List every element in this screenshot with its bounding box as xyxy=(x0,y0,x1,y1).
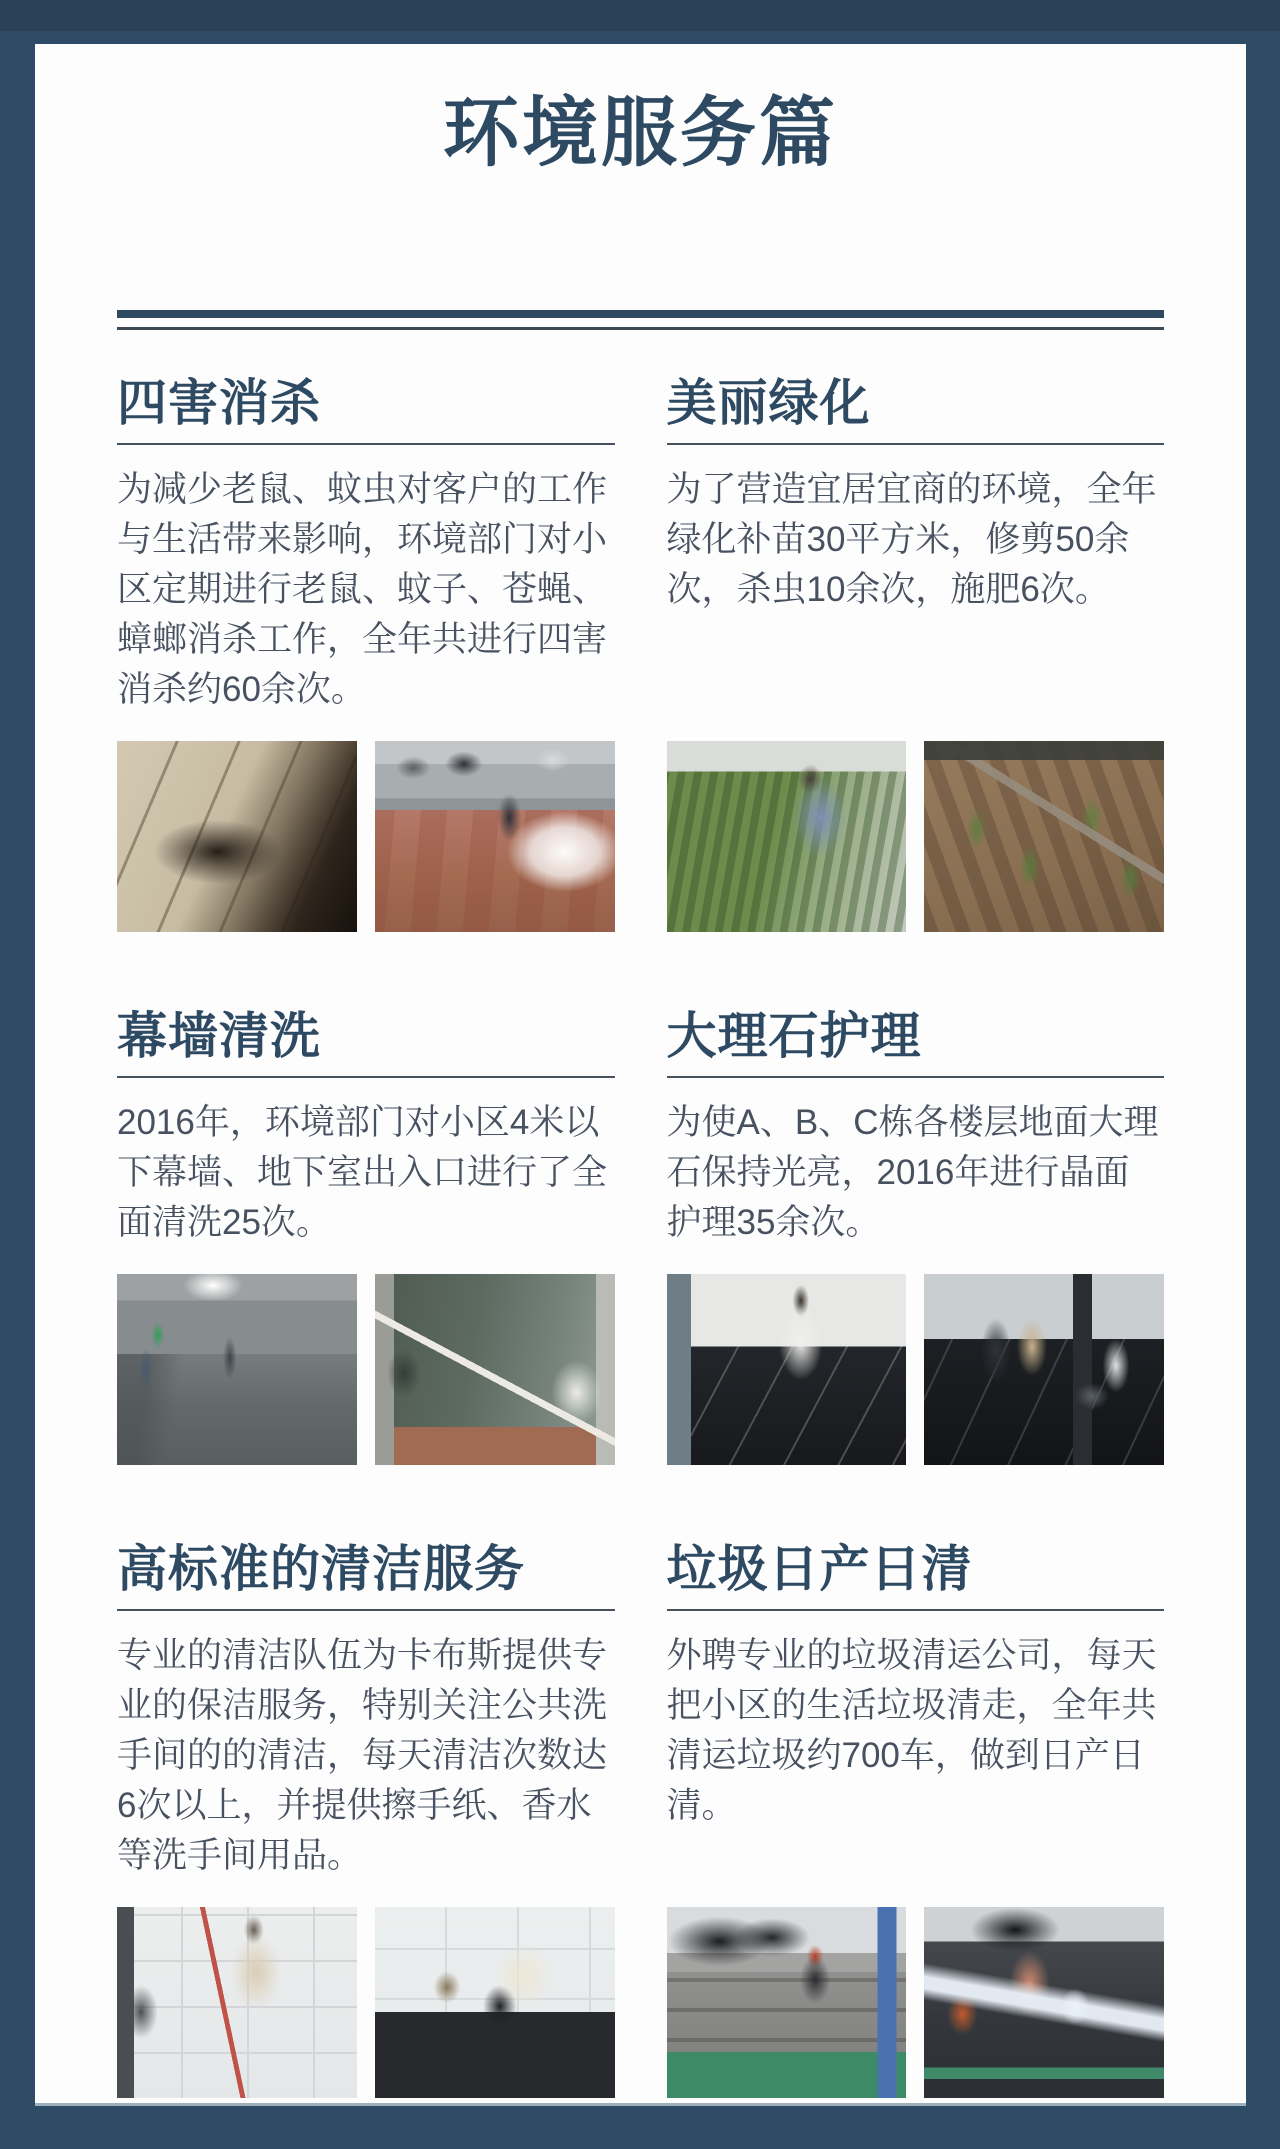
section-garbage-removal xyxy=(667,1541,1165,2098)
page-title: 环境服务篇 xyxy=(443,91,838,176)
section-title-rule xyxy=(117,1609,615,1611)
section-body: 外聘专业的垃圾清运公司，每天把小区的生活垃圾清走，全年共清运垃圾约700车，做到日产日清。 xyxy=(666,1636,1157,1826)
section-body: 为了营造宜居宜商的环境，全年绿化补苗30平方米，修剪50余次，杀虫10余次，施肥6次。 xyxy=(666,470,1157,610)
section-photos xyxy=(117,1881,615,2098)
section-title-rule xyxy=(667,443,1165,445)
section-title-rule xyxy=(667,1609,1165,1611)
divider-thin-line xyxy=(117,327,1164,330)
fogging-parking-lot-photo xyxy=(375,741,615,932)
glass-wall-cleaning-photo xyxy=(375,1274,615,1465)
frame-top-shade xyxy=(0,0,1280,31)
section-marble-care xyxy=(667,1008,1165,1465)
section-photos xyxy=(117,1248,615,1465)
section-body: 为减少老鼠、蚊虫对客户的工作与生活带来影响，环境部门对小区定期进行老鼠、蚊子、苍蝇、蟑螂消杀工作，全年共进行四害消杀约60余次。 xyxy=(117,470,608,710)
section-title-rule xyxy=(117,1076,615,1078)
section-body: 2016年，环境部门对小区4米以下幕墙、地下室出入口进行了全面清洗25次。 xyxy=(117,1103,608,1243)
garbage-trike-photo xyxy=(924,1907,1164,2098)
section-title: 高标准的清洁服务 xyxy=(117,1541,525,1598)
restroom-mopping-photo xyxy=(117,1907,357,2098)
garbage-cart-photo xyxy=(667,1907,907,2098)
new-seedlings-photo xyxy=(924,741,1164,932)
section-body: 专业的清洁队伍为卡布斯提供专业的保洁服务，特别关注公共洗手间的的清洁，每天清洁次数达6次以上，并提供擦手纸、香水等洗手间用品。 xyxy=(117,1636,608,1876)
section-photos xyxy=(667,715,1165,932)
hedge-trimming-photo xyxy=(667,741,907,932)
section-title: 幕墙清洗 xyxy=(117,1008,321,1065)
dead-rat-on-tiles-photo xyxy=(117,741,357,932)
section-title-rule xyxy=(117,443,615,445)
content-sheet xyxy=(35,44,1246,2106)
title-divider xyxy=(117,310,1164,330)
garage-entrance-cleaning-photo xyxy=(117,1274,357,1465)
restroom-cleaning-photo xyxy=(375,1907,615,2098)
section-title: 四害消杀 xyxy=(117,375,321,432)
section-greening xyxy=(667,375,1165,932)
section-photos xyxy=(117,715,615,932)
section-pest-control xyxy=(117,375,615,932)
section-cleaning-service xyxy=(117,1541,615,2098)
section-curtain-wall-cleaning xyxy=(117,1008,615,1465)
sections-grid xyxy=(117,375,1164,2098)
section-title: 美丽绿化 xyxy=(666,375,871,432)
marble-floor-mopping-photo xyxy=(667,1274,907,1465)
section-title: 大理石护理 xyxy=(666,1008,922,1065)
marble-polishing-machine-photo xyxy=(924,1274,1164,1465)
section-photos xyxy=(667,1248,1165,1465)
section-body: 为使A、B、C栋各楼层地面大理石保持光亮，2016年进行晶面护理35余次。 xyxy=(666,1103,1159,1243)
section-title-rule xyxy=(667,1076,1165,1078)
section-title: 垃圾日产日清 xyxy=(666,1541,973,1598)
section-photos xyxy=(667,1881,1165,2098)
divider-thick-line xyxy=(117,310,1164,318)
